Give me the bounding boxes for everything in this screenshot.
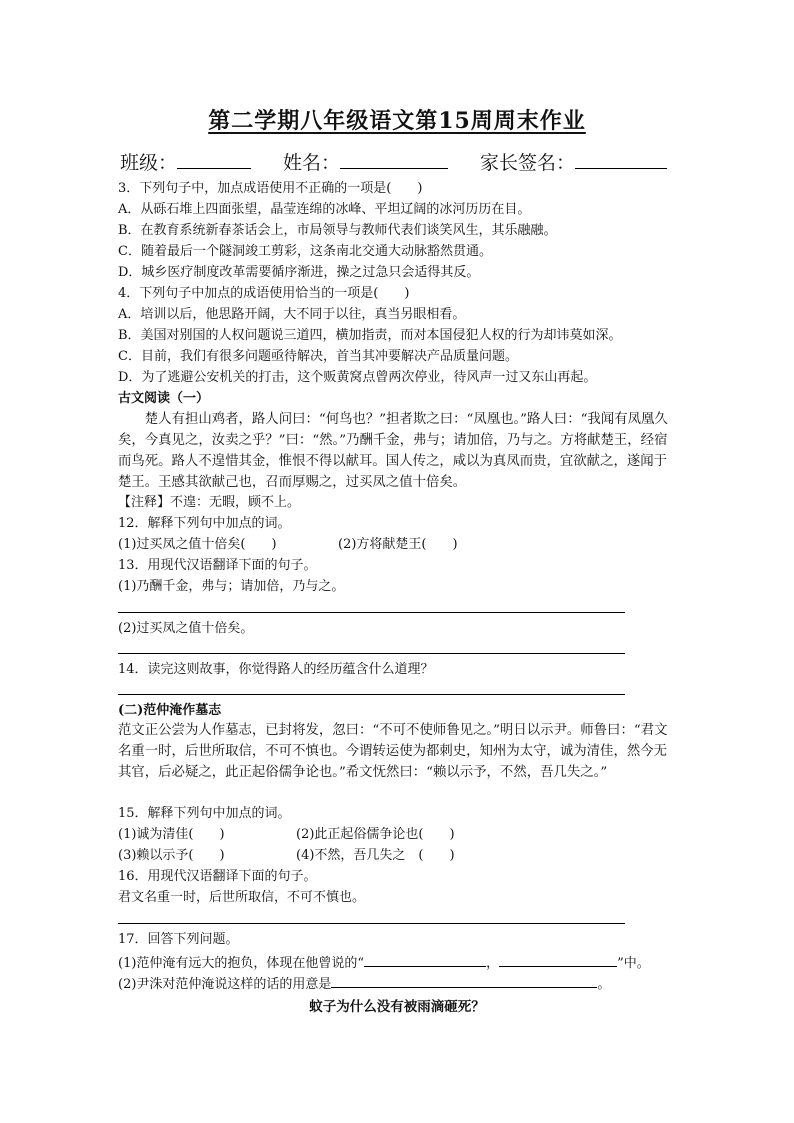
q3-option-a: A．从砾石堆上四面张望，晶莹连绵的冰峰、平坦辽阔的冰河历历在目。: [118, 202, 531, 217]
q15-item-1: (1)诚为清佳( ): [118, 827, 225, 842]
q17-item-1: [118, 952, 650, 973]
q14-stem: 14．读完这则故事，你觉得路人的经历蕴含什么道理？: [118, 662, 434, 677]
q15-stem: 15．解释下列句中加点的词。: [118, 806, 291, 821]
q16-item-1: 君文名重一时，后世所取信，不可不慎也。: [118, 890, 366, 905]
page-title: 第二学期八年级语文第15周周末作业: [208, 108, 586, 134]
q16-stem: 16．用现代汉语翻译下面的句子。: [118, 869, 317, 884]
q14-answer-line[interactable]: [118, 694, 625, 695]
next-article-title: 蚊子为什么没有被雨滴砸死？: [309, 999, 485, 1015]
q12-item-2: (2)方将献楚王( ): [338, 537, 458, 552]
reading2-passage: 范文正公尝为人作墓志，已封将发，忽曰：“不可不使师鲁见之。”明日以示尹。师鲁曰：“君文名重一时，后世所取信，不可不慎也。今谓转运使为都刺史，知州为太守，诚为清佳，然今无其官，后必疑之，此正起俗儒争论也。”希文怃然曰：“赖以示予，不然，吾几失之。”: [118, 723, 668, 780]
parent-blank[interactable]: [575, 150, 667, 169]
q12-item-1: (1)过买凤之值十倍矣( ): [118, 537, 277, 552]
q16-answer-line[interactable]: [118, 923, 625, 924]
q3-option-c: C．随着最后一个隧洞竣工剪彩，这条南北交通大动脉豁然贯通。: [118, 244, 492, 259]
name-blank[interactable]: [340, 150, 448, 169]
q17-1-blank-1[interactable]: [364, 952, 486, 967]
q4-option-a: A．培训以后，他思路开阔，大不同于以往，真当另眼相看。: [118, 307, 466, 322]
reading1-note: 【注释】不遑：无暇，顾不上。: [118, 495, 301, 510]
name-field: [283, 148, 448, 175]
q17-2-text-b: 。: [597, 977, 611, 992]
q3-stem: 3．下列句子中，加点成语使用不正确的一项是( ): [118, 181, 423, 196]
q4-option-c: C．目前，我们有很多问题亟待解决，首当其冲要解决产品质量问题。: [118, 349, 518, 364]
q13-1-answer-line[interactable]: [118, 612, 625, 613]
q17-2-text-a: (2)尹洙对范仲淹说这样的话的用意是: [118, 977, 332, 992]
q17-1-text-b: ，: [486, 956, 500, 971]
class-label: 班级：: [120, 152, 178, 174]
q17-1-text-c: ”中。: [617, 956, 650, 971]
q4-option-b: B．美国对别国的人权问题说三道四，横加指责，而对本国侵犯人权的行为却讳莫如深。: [118, 328, 622, 343]
class-blank[interactable]: [177, 150, 251, 169]
q17-1-text-a: (1)范仲淹有远大的抱负，体现在他曾说的“: [118, 956, 365, 971]
q17-stem: 17．回答下列问题。: [118, 932, 239, 947]
q13-2-answer-line[interactable]: [118, 653, 625, 654]
q13-item-2: (2)过买凤之值十倍矣。: [118, 621, 254, 636]
q4-stem: 4．下列句子中加点的成语使用恰当的一项是( ): [118, 286, 410, 301]
q15-item-2: (2)此正起俗儒争论也( ): [296, 827, 455, 842]
class-field: [120, 148, 251, 175]
q17-item-2: [118, 973, 610, 994]
q17-2-blank[interactable]: [331, 973, 597, 988]
parent-label: 家长签名：: [480, 152, 576, 174]
reading2-heading: (二)范仲淹作墓志: [118, 703, 222, 718]
reading1-heading: 古文阅读（一）: [118, 391, 210, 406]
q3-option-d: D．城乡医疗制度改革需要循序渐进，操之过急只会适得其反。: [118, 265, 480, 280]
q13-item-1: (1)乃酬千金，弗与；请加倍，乃与之。: [118, 579, 345, 594]
q12-stem: 12．解释下列句中加点的词。: [118, 516, 291, 531]
q3-option-b: B．在教育系统新春茶话会上，市局领导与教师代表们谈笑风生，其乐融融。: [118, 223, 557, 238]
q15-item-4: (4)不然，吾几失之 ( ): [296, 848, 455, 863]
q15-item-3: (3)赖以示予( ): [118, 848, 225, 863]
name-label: 姓名：: [283, 152, 341, 174]
reading1-passage: 楚人有担山鸡者，路人问曰：“何鸟也？”担者欺之曰：“凤凰也。”路人曰：“我闻有凤凰久矣，今真见之，汝卖之乎？”曰：“然。”乃酬千金，弗与；请加倍，乃与之。方将献楚王，经宿而鸟死。路人不遑惜其金，惟恨不得以献耳。国人传之，咸以为真凤而贵，宜欲献之，遂闻于楚王。王感其欲献己也，召而厚赐之，过买凤之值十倍矣。: [118, 412, 668, 490]
q13-stem: 13．用现代汉语翻译下面的句子。: [118, 558, 317, 573]
q4-option-d: D．为了逃避公安机关的打击，这个贩黄窝点曾两次停业，待风声一过又东山再起。: [118, 370, 597, 385]
q17-1-blank-2[interactable]: [499, 952, 617, 967]
parent-signature-field: [480, 148, 667, 175]
